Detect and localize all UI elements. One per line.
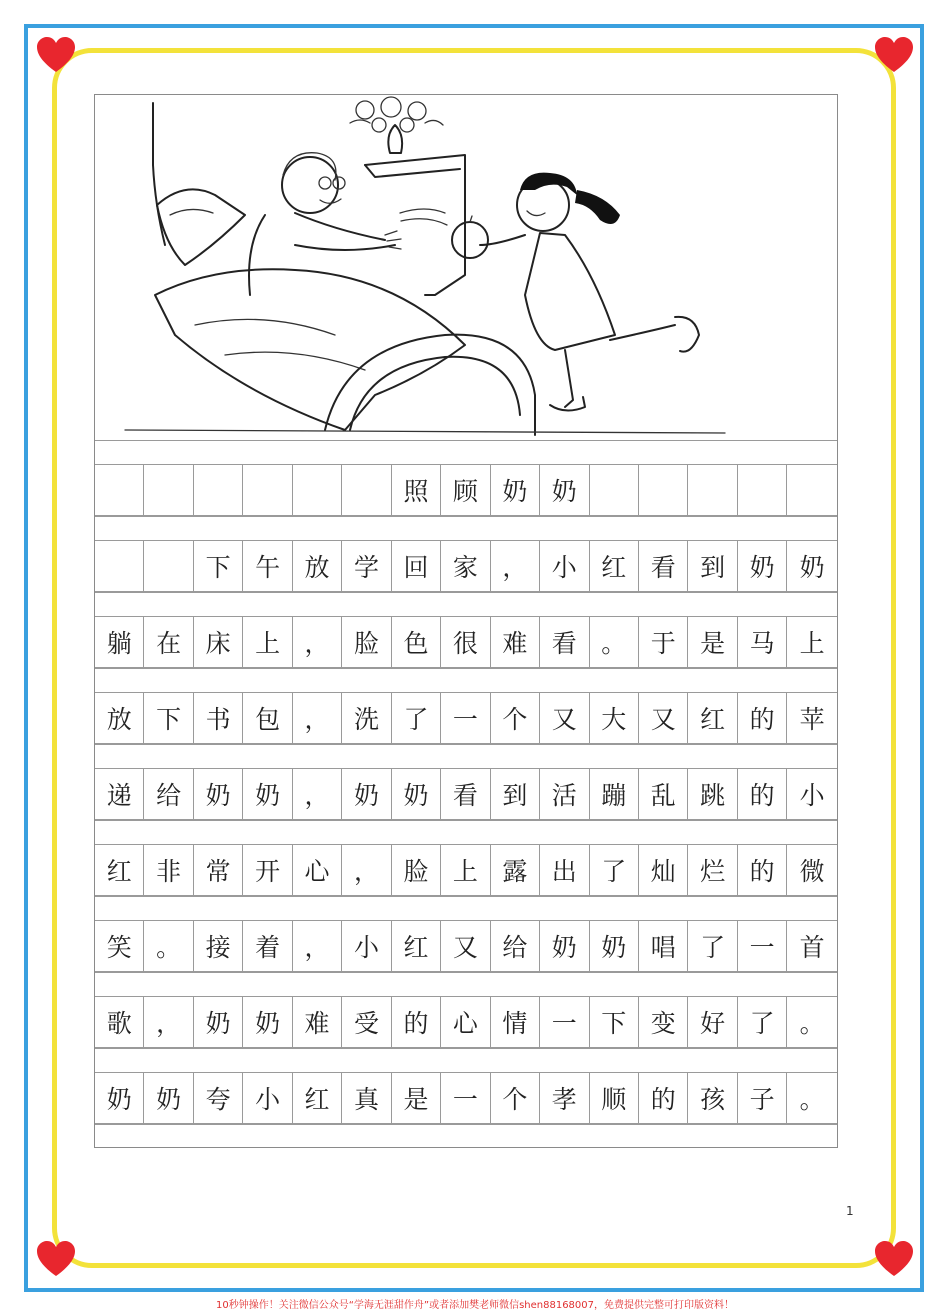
heart-icon [874,1240,914,1278]
grid-cell: 照 [392,465,441,515]
grid-cell: 奶 [243,997,292,1047]
grid-cell: 顾 [441,465,490,515]
spacer-row [95,1124,837,1148]
grid-cell: 脸 [342,617,391,667]
grid-cell: 又 [639,693,688,743]
grid-cell: 孝 [540,1073,589,1123]
grid-cell: 首 [799,933,825,962]
grid-cell: 。 [799,1085,825,1114]
grid-cell: 奶 [392,769,441,819]
grid-cell [688,465,737,515]
grid-cell: 脸 [392,845,441,895]
grid-cell: 一 [540,997,589,1047]
grid-cell: 躺 [95,617,144,667]
grid-cell: 乱 [639,769,688,819]
grid-cell: ， [293,693,342,743]
grid-cell: 的 [738,693,787,743]
heart-icon [36,36,76,74]
spacer-row [95,820,837,844]
text-row [95,616,837,668]
grid-cell: 歌 [95,997,144,1047]
grid-cell: 上 [243,617,292,667]
grid-cell: 洗 [342,693,391,743]
grid-cell: 奶 [590,921,639,971]
grid-cell: 奶 [95,1073,144,1123]
text-row [95,692,837,744]
text-row [95,920,837,972]
footer-note: 10秒钟操作！关注微信公众号“学海无涯甜作舟”或者添加樊老师微信shen88168007，免费提供完整可打印版资料！ [215,1300,735,1311]
grid-cell: 放 [293,541,342,591]
grid-cell: 奶 [194,769,243,819]
grid-cell: 红 [590,541,639,591]
grid-cell: 奶 [540,921,589,971]
grid-cell: 情 [491,997,540,1047]
grid-cell: 是 [392,1073,441,1123]
grid-cell: ， [491,541,540,591]
grid-cell [738,465,787,515]
grid-cell: 子 [738,1073,787,1123]
grid-cell: 学 [342,541,391,591]
grid-cell: 了 [688,921,737,971]
grid-cell: 上 [441,845,490,895]
grid-cell [639,465,688,515]
heart-icon [36,1240,76,1278]
grid-cell: 红 [95,845,144,895]
grid-cell: 的 [639,1073,688,1123]
grid-cell: 变 [639,997,688,1047]
grid-cell: 递 [95,769,144,819]
grid-cell: 包 [243,693,292,743]
spacer-row [95,744,837,768]
spacer-row [95,516,837,540]
grid-cell: 红 [293,1073,342,1123]
grid-cell [95,541,144,591]
grid-cell: 的 [392,997,441,1047]
grid-cell [194,465,243,515]
grid-cell [144,465,193,515]
grid-cell: 下 [144,693,193,743]
grid-cell: 奶 [540,465,589,515]
grid-cell: 顺 [590,1073,639,1123]
grid-cell: 笑 [95,921,144,971]
grid-cell: 一 [441,1073,490,1123]
grid-cell: 的 [738,769,787,819]
grid-cell [293,465,342,515]
grid-cell [787,465,836,515]
grid-cell: 心 [441,997,490,1047]
grid-cell [243,465,292,515]
grid-cell: 看 [639,541,688,591]
spacer-row [95,592,837,616]
grid-cell: 蹦 [590,769,639,819]
grid-cell [95,465,144,515]
grid-cell: 好 [688,997,737,1047]
grid-cell: 给 [491,921,540,971]
title-row [95,464,837,516]
grid-cell: 红 [392,921,441,971]
grid-cell: 书 [194,693,243,743]
grid-cell: 了 [590,845,639,895]
grid-cell: 看 [441,769,490,819]
grid-cell: 下 [194,541,243,591]
grid-cell: 于 [639,617,688,667]
grid-cell: 又 [441,921,490,971]
text-row [95,844,837,896]
grid-cell: ， [293,921,342,971]
grid-cell: 的 [738,845,787,895]
grid-cell: 孩 [688,1073,737,1123]
grid-cell: 在 [144,617,193,667]
heart-icon [874,36,914,74]
grid-cell: 了 [392,693,441,743]
grid-cell: 难 [293,997,342,1047]
spacer-row [95,896,837,920]
grid-cell: 。 [144,921,193,971]
grid-cell: 苹 [799,705,825,734]
grid-cell: 是 [688,617,737,667]
grid-cell: 到 [688,541,737,591]
grid-cell: 难 [491,617,540,667]
grid-cell: 烂 [688,845,737,895]
grid-cell: ， [293,769,342,819]
grid-cell: 午 [243,541,292,591]
grid-cell: 小 [799,781,825,810]
grid-cell: 跳 [688,769,737,819]
grid-cell: 个 [491,693,540,743]
grid-cell: 到 [491,769,540,819]
page-number: 1 [846,1204,854,1218]
grid-cell: 色 [392,617,441,667]
grid-cell: ， [342,845,391,895]
grid-cell: 活 [540,769,589,819]
grid-cell: 了 [738,997,787,1047]
grid-cell: 心 [293,845,342,895]
grid-cell: 很 [441,617,490,667]
grid-cell: 一 [441,693,490,743]
grid-cell: 小 [540,541,589,591]
text-row [95,1072,837,1124]
grid-cell: 下 [590,997,639,1047]
grid-cell: 非 [144,845,193,895]
grid-cell: 露 [491,845,540,895]
grid-cell: 看 [540,617,589,667]
grid-cell: 奶 [144,1073,193,1123]
grid-cell: 大 [590,693,639,743]
grid-cell: 个 [491,1073,540,1123]
grid-cell: 床 [194,617,243,667]
grid-cell [342,465,391,515]
spacer-row [95,972,837,996]
grid-cell [144,541,193,591]
grid-cell: 微 [799,857,825,886]
spacer-row [95,668,837,692]
grid-cell: 上 [799,629,825,658]
grid-cell: 马 [738,617,787,667]
spacer-row [95,1048,837,1072]
grid-cell: 小 [243,1073,292,1123]
grid-cell: 奶 [194,997,243,1047]
grid-cell: 奶 [738,541,787,591]
grid-cell: 真 [342,1073,391,1123]
grid-cell: 放 [95,693,144,743]
grid-cell: 出 [540,845,589,895]
grid-cell: 开 [243,845,292,895]
grid-cell: 家 [441,541,490,591]
grid-cell: 唱 [639,921,688,971]
grid-cell: 奶 [799,553,825,582]
writing-sheet [94,94,838,1148]
illustration-grandma-girl-apple [95,95,837,440]
grid-cell: 小 [342,921,391,971]
spacer-row [95,440,837,464]
grid-cell: ， [293,617,342,667]
grid-cell: 灿 [639,845,688,895]
grid-cell: 着 [243,921,292,971]
grid-cell: 给 [144,769,193,819]
grid-cell: 奶 [342,769,391,819]
grid-cell: 回 [392,541,441,591]
grid-cell: 红 [688,693,737,743]
grid-cell: 常 [194,845,243,895]
text-row [95,996,837,1048]
grid-cell: 又 [540,693,589,743]
grid-cell: 一 [738,921,787,971]
grid-cell: 。 [799,1009,825,1038]
grid-cell: 。 [590,617,639,667]
grid-cell: ， [144,997,193,1047]
grid-cell: 接 [194,921,243,971]
text-row [95,768,837,820]
grid-cell: 奶 [491,465,540,515]
grid-cell [590,465,639,515]
grid-cell: 受 [342,997,391,1047]
grid-cell: 奶 [243,769,292,819]
grid-cell: 夸 [194,1073,243,1123]
text-row [95,540,837,592]
